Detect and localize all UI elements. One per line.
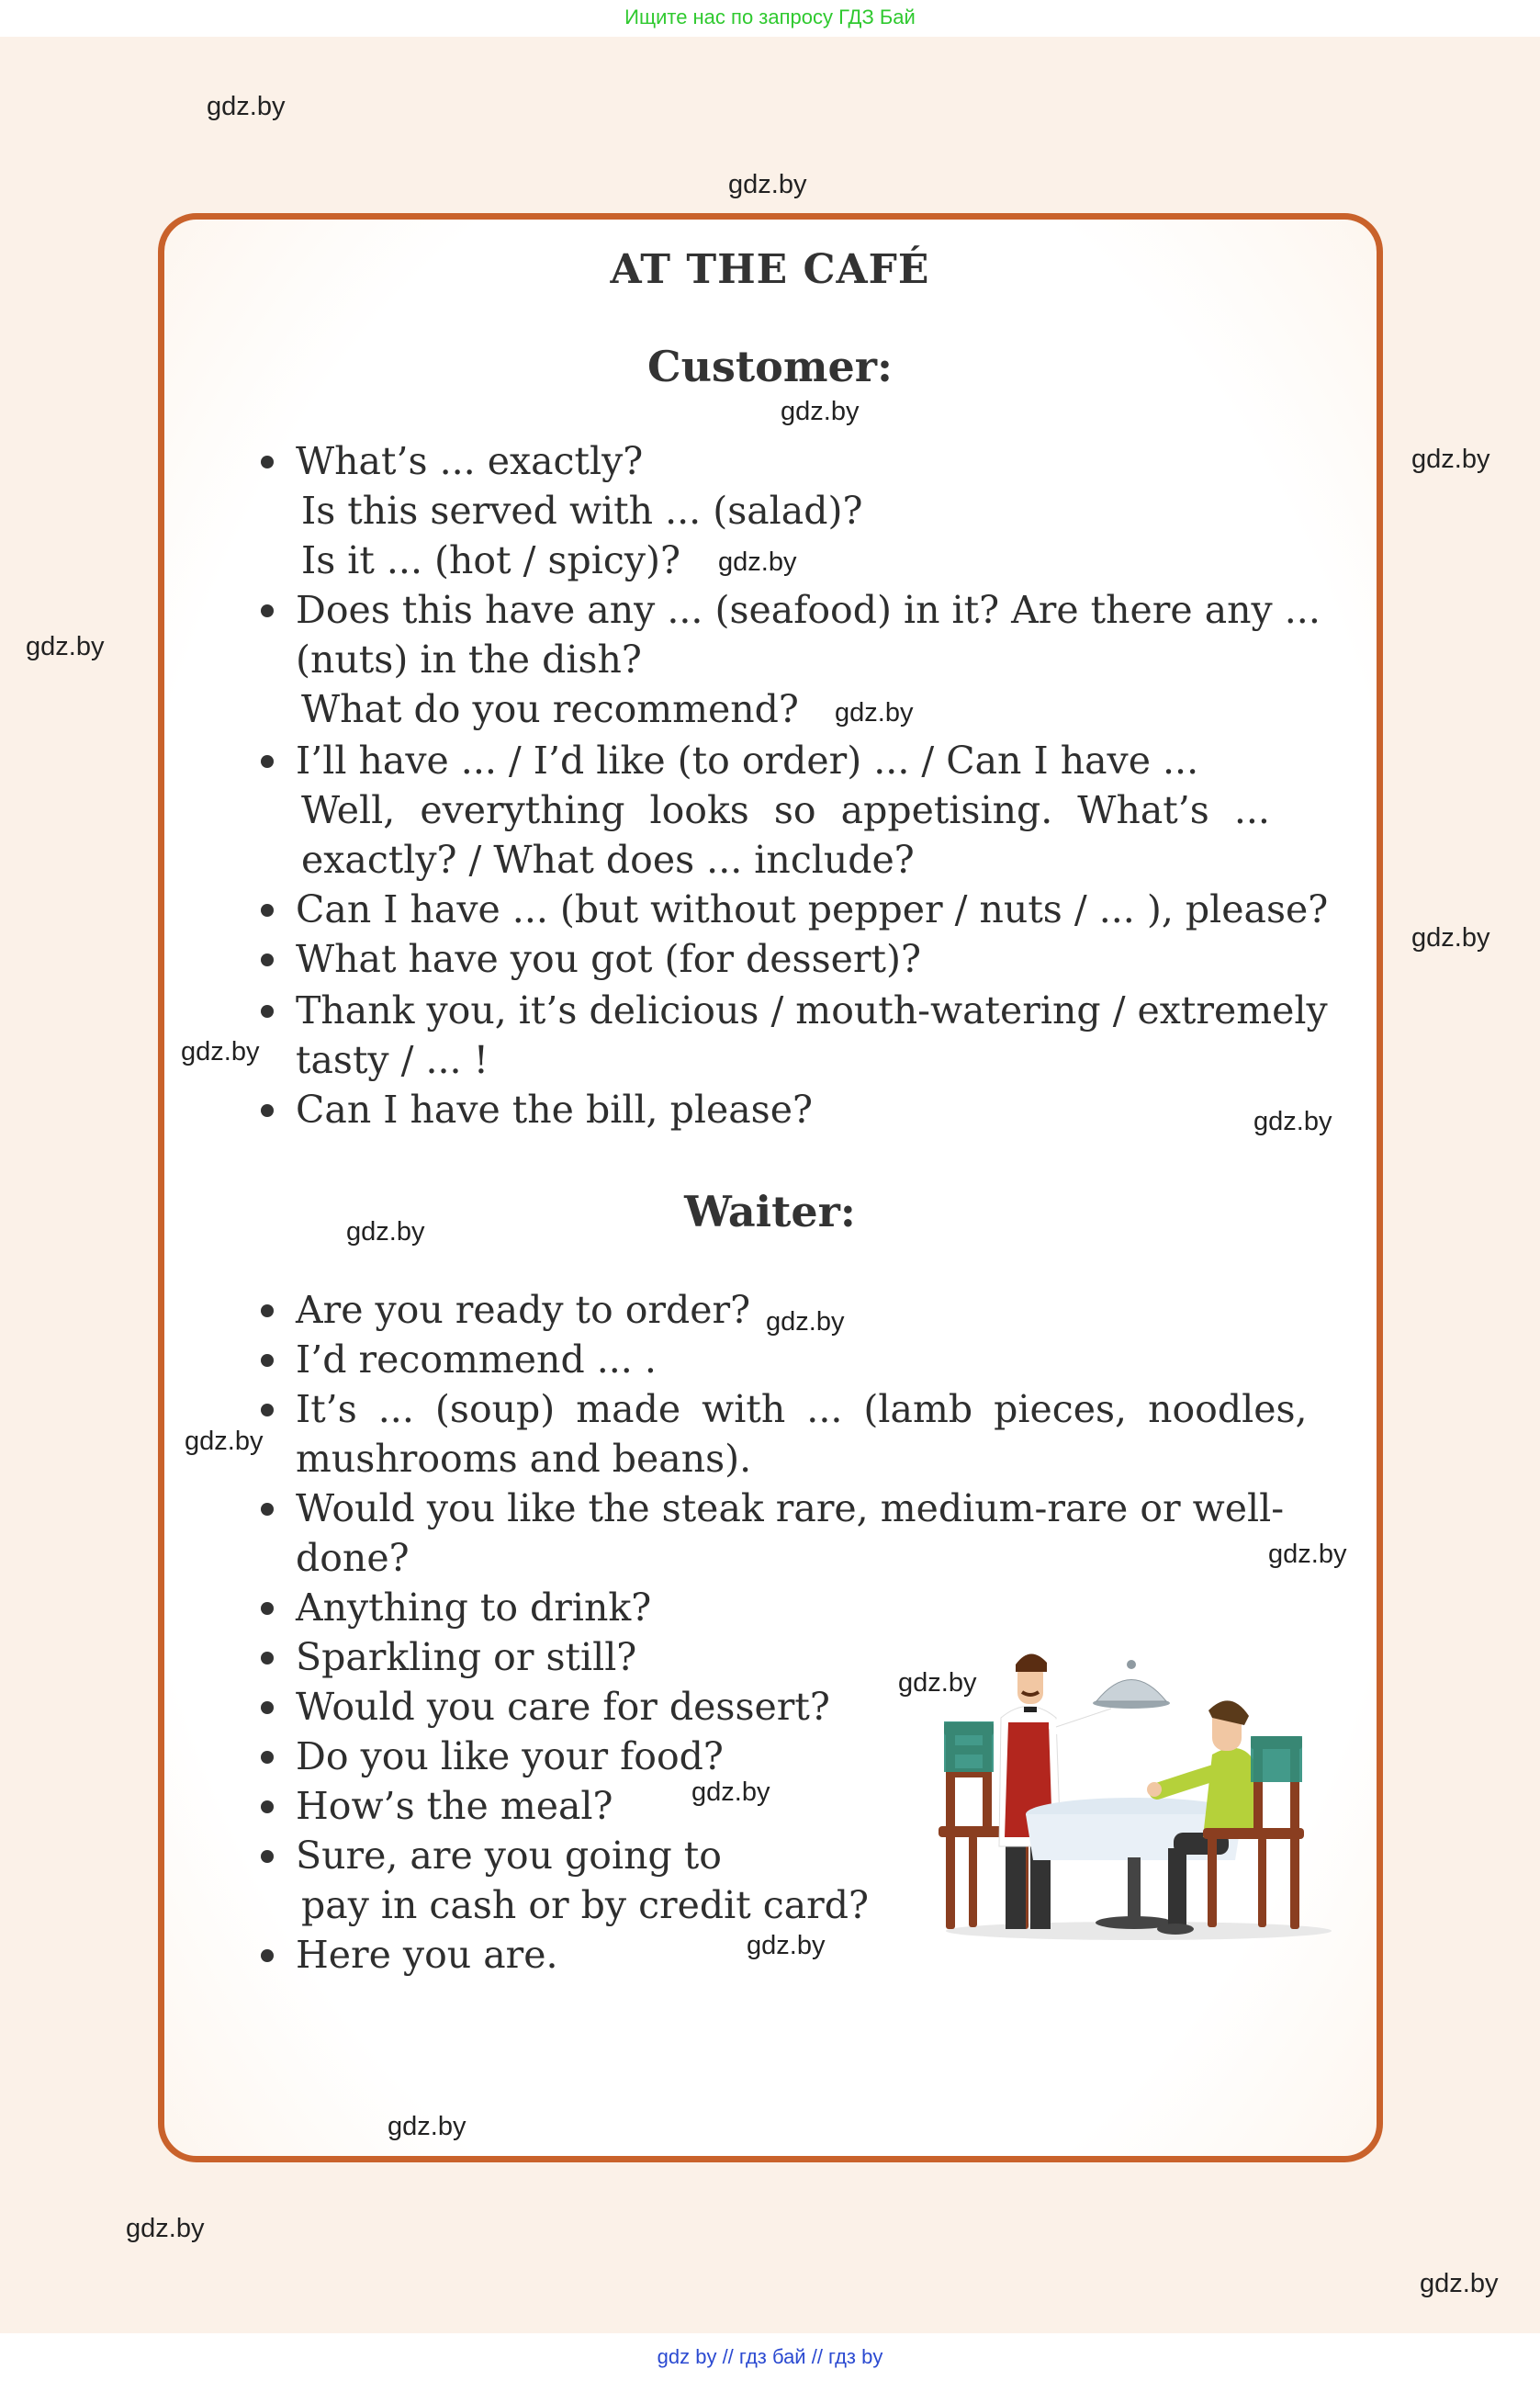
customer-phrase: What have you got (for dessert)? [296, 937, 921, 981]
waiter-heading: Waiter: [684, 1187, 856, 1236]
bullet-icon [261, 1354, 274, 1367]
page-title: AT THE CAFÉ [610, 246, 930, 293]
customer-phrase: Is it ... (hot / spicy)? [301, 538, 680, 582]
customer-phrase: Thank you, it’s delicious / mouth-watering / extremely [296, 988, 1328, 1033]
watermark: gdz.by [346, 1217, 425, 1247]
waiter-phrase: Would you like the steak rare, medium-rare or well- [296, 1486, 1285, 1530]
watermark: gdz.by [898, 1668, 977, 1698]
waiter-phrase: Here you are. [296, 1933, 558, 1977]
customer-phrase: (nuts) in the dish? [296, 638, 642, 682]
waiter-phrase: Sparkling or still? [296, 1635, 637, 1679]
customer-phrase: What’s ... exactly? [296, 439, 644, 483]
bullet-icon [261, 1949, 274, 1962]
watermark: gdz.by [1411, 445, 1490, 474]
watermark: gdz.by [1268, 1540, 1347, 1569]
bullet-icon [261, 904, 274, 917]
watermark: gdz.by [126, 2214, 205, 2243]
bullet-icon [261, 1800, 274, 1813]
waiter-phrase: mushrooms and beans). [296, 1437, 752, 1481]
waiter-phrase: It’s ... (soup) made with ... (lamb pieces, noodles, [296, 1387, 1308, 1431]
bullet-icon [261, 755, 274, 768]
customer-phrase: exactly? / What does ... include? [301, 838, 915, 882]
bullet-icon [261, 456, 274, 468]
waiter-phrase: Anything to drink? [296, 1585, 652, 1630]
customer-phrase: Does this have any ... (seafood) in it? Are there any ... [296, 588, 1321, 632]
bullet-icon [261, 1104, 274, 1117]
waiter-phrase: done? [296, 1536, 410, 1580]
watermark: gdz.by [185, 1427, 264, 1456]
watermark: gdz.by [1411, 923, 1490, 953]
watermark: gdz.by [26, 632, 105, 661]
watermark: gdz.by [207, 92, 286, 121]
waiter-figure [999, 1653, 1111, 1929]
watermark: gdz.by [1420, 2269, 1499, 2298]
waiter-phrase: How’s the meal? [296, 1784, 613, 1828]
bullet-icon [261, 1404, 274, 1416]
bullet-icon [261, 954, 274, 966]
watermark: gdz.by [747, 1931, 826, 1960]
customer-phrase: I’ll have ... / I’d like (to order) ... / Can I have ... [296, 739, 1199, 783]
bullet-icon [261, 1701, 274, 1714]
waiter-phrase: Sure, are you going to [296, 1834, 722, 1878]
watermark: gdz.by [766, 1307, 845, 1337]
bullet-icon [261, 1503, 274, 1516]
watermark: gdz.by [691, 1777, 770, 1807]
bullet-icon [261, 1850, 274, 1863]
bullet-icon [261, 1751, 274, 1764]
watermark: gdz.by [1253, 1107, 1332, 1136]
watermark: gdz.by [181, 1037, 260, 1066]
customer-phrase: What do you recommend? [301, 687, 799, 731]
watermark: gdz.by [728, 170, 807, 199]
bullet-icon [261, 604, 274, 617]
customer-phrase: Can I have the bill, please? [296, 1088, 813, 1132]
top-banner[interactable]: Ищите нас по запросу ГДЗ Бай [0, 0, 1540, 37]
waiter-phrase: Do you like your food? [296, 1734, 724, 1778]
waiter-phrase: I’d recommend ... . [296, 1337, 657, 1382]
waiter-phrase: Would you care for dessert? [296, 1685, 830, 1729]
waiter-phrase: pay in cash or by credit card? [301, 1883, 870, 1927]
cafe-illustration [927, 1608, 1341, 1947]
customer-phrase: Well, everything looks so appetising. What’s ... [301, 788, 1270, 832]
watermark: gdz.by [781, 397, 860, 426]
bullet-icon [261, 1652, 274, 1664]
watermark: gdz.by [718, 547, 797, 577]
bullet-icon [261, 1304, 274, 1317]
customer-phrase: Can I have ... (but without pepper / nuts / ... ), please? [296, 887, 1329, 931]
customer-phrase: tasty / ... ! [296, 1038, 489, 1082]
bottom-banner[interactable]: gdz by // гдз бай // гдз by [0, 2333, 1540, 2376]
bullet-icon [261, 1005, 274, 1018]
bullet-icon [261, 1602, 274, 1615]
cloche-tray [1093, 1660, 1170, 1709]
customer-heading: Customer: [646, 342, 894, 391]
customer-phrase: Is this served with ... (salad)? [301, 489, 863, 533]
watermark: gdz.by [388, 2112, 466, 2141]
watermark: gdz.by [835, 698, 914, 728]
waiter-phrase: Are you ready to order? [296, 1288, 751, 1332]
